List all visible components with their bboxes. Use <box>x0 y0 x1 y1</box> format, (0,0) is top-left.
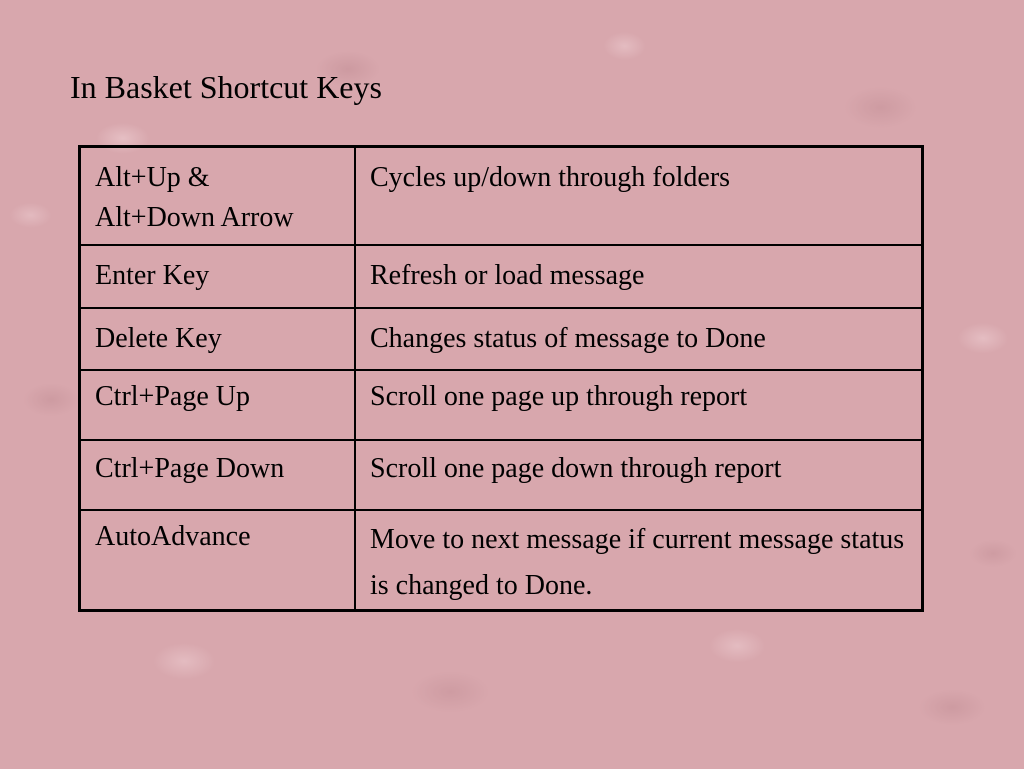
shortcut-description-cell: Refresh or load message <box>355 245 923 308</box>
table-row <box>80 147 923 246</box>
shortcut-description-cell: Changes status of message to Done <box>355 308 923 370</box>
table-row <box>80 440 923 510</box>
shortcut-table <box>78 145 924 612</box>
shortcut-key-cell: Ctrl+Page Down <box>80 440 356 510</box>
shortcut-key-cell: Ctrl+Page Up <box>80 370 356 440</box>
table-row <box>80 245 923 308</box>
table-row <box>80 308 923 370</box>
shortcut-key-cell: AutoAdvance <box>80 510 356 611</box>
shortcut-key-cell: Delete Key <box>80 308 356 370</box>
shortcut-description-cell: Cycles up/down through folders <box>355 147 923 246</box>
shortcut-key-cell: Enter Key <box>80 245 356 308</box>
shortcut-description-cell: Scroll one page down through report <box>355 440 923 510</box>
table-row <box>80 370 923 440</box>
shortcut-description-cell: Scroll one page up through report <box>355 370 923 440</box>
shortcut-key-cell <box>80 147 356 246</box>
slide-title: In Basket Shortcut Keys <box>70 69 382 105</box>
table-row <box>80 510 923 611</box>
shortcut-key-line: Alt+Down Arrow <box>95 202 294 233</box>
shortcut-key-line: Alt+Up & <box>95 162 210 193</box>
shortcut-description-cell: Move to next message if current message status is changed to Done. <box>355 510 923 611</box>
